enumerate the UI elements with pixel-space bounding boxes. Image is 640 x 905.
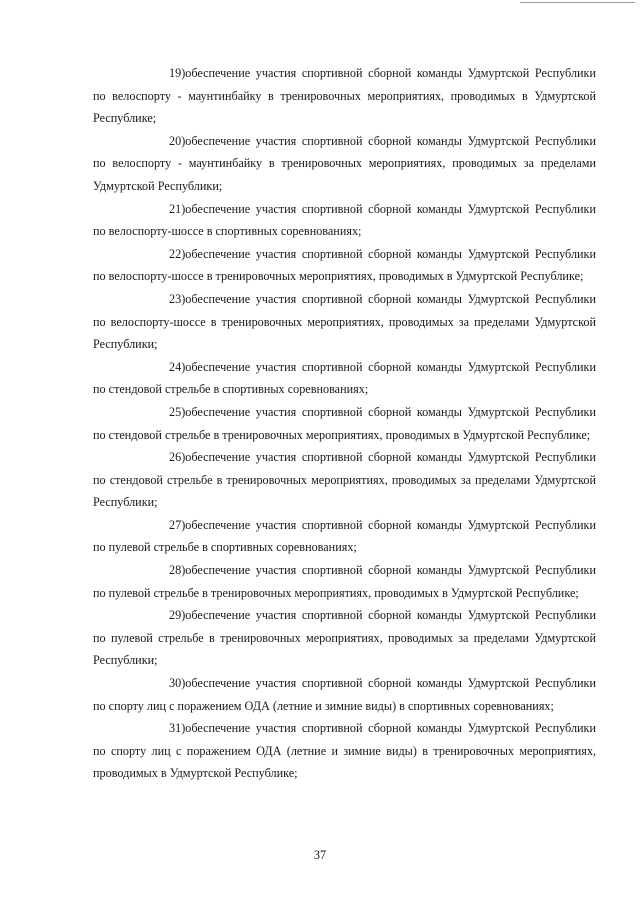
item-text: обеспечение участия спортивной сборной команды Удмуртской Республики по спорту лиц с поражением ОДА (летние и зимние виды) в тренировочных мероприятиях, проводимых в Удмуртской Республике; — [93, 721, 596, 781]
list-item — [93, 243, 596, 288]
item-text: обеспечение участия спортивной сборной команды Удмуртской Республики по пулевой стрельбе в спортивных соревнованиях; — [93, 517, 596, 555]
item-text: обеспечение участия спортивной сборной команды Удмуртской Республики по велоспорту-шоссе в тренировочных мероприятиях, проводимых в Удмуртской Республике; — [93, 246, 596, 284]
item-text: обеспечение участия спортивной сборной команды Удмуртской Республики по стендовой стрельбе в тренировочных мероприятиях, проводимых за пределами Удмуртской Республики; — [93, 450, 596, 510]
document-body — [93, 62, 596, 785]
item-text: обеспечение участия спортивной сборной команды Удмуртской Республики по пулевой стрельбе в тренировочных мероприятиях, проводимых в Удмуртской Республике; — [93, 563, 596, 600]
list-item — [93, 604, 596, 672]
page-number: 37 — [313, 848, 327, 862]
item-number: 24) — [169, 359, 186, 374]
item-number: 27) — [169, 517, 186, 532]
item-text: обеспечение участия спортивной сборной команды Удмуртской Республики по стендовой стрельбе в спортивных соревнованиях; — [93, 359, 596, 397]
item-number: 20) — [169, 133, 186, 148]
item-text: обеспечение участия спортивной сборной команды Удмуртской Республики по пулевой стрельбе в тренировочных мероприятиях, проводимых за пределами Удмуртской Республики; — [93, 608, 596, 668]
list-item — [93, 356, 596, 401]
item-number: 31) — [169, 721, 186, 736]
item-number: 23) — [169, 291, 186, 306]
item-number: 19) — [169, 66, 186, 80]
item-text: обеспечение участия спортивной сборной команды Удмуртской Республики по велоспорту - маунтинбайку в тренировочных мероприятиях, проводимых за пределами Удмуртской Республики; — [93, 133, 596, 193]
item-number: 28) — [169, 563, 186, 578]
item-text: обеспечение участия спортивной сборной команды Удмуртской Республики по велоспорту-шоссе в спортивных соревнованиях; — [93, 201, 596, 239]
item-number: 26) — [169, 450, 186, 465]
item-text: обеспечение участия спортивной сборной команды Удмуртской Республики по велоспорту-шоссе в тренировочных мероприятиях, проводимых за пределами Удмуртской Республики; — [93, 291, 596, 352]
list-item — [93, 717, 596, 785]
list-item — [93, 446, 596, 514]
list-item — [93, 130, 596, 198]
list-item — [93, 672, 596, 717]
item-text: обеспечение участия спортивной сборной команды Удмуртской Республики по велоспорту - маунтинбайку в тренировочных мероприятиях, проводимых в Удмуртской Республике; — [93, 66, 596, 126]
item-number: 30) — [169, 676, 186, 691]
list-item — [93, 62, 596, 130]
item-number: 29) — [169, 608, 186, 623]
list-item — [93, 514, 596, 559]
list-item — [93, 288, 596, 356]
list-item — [93, 401, 596, 446]
item-number: 22) — [169, 246, 186, 261]
item-number: 25) — [169, 404, 186, 419]
list-item — [93, 559, 596, 604]
item-number: 21) — [169, 201, 186, 216]
item-text: обеспечение участия спортивной сборной команды Удмуртской Республики по спорту лиц с поражением ОДА (летние и зимние виды) в спортивных соревнованиях; — [93, 676, 596, 713]
top-divider — [520, 2, 635, 3]
item-text: обеспечение участия спортивной сборной команды Удмуртской Республики по стендовой стрельбе в тренировочных мероприятиях, проводимых в Удмуртской Республике; — [93, 404, 596, 442]
list-item — [93, 198, 596, 243]
